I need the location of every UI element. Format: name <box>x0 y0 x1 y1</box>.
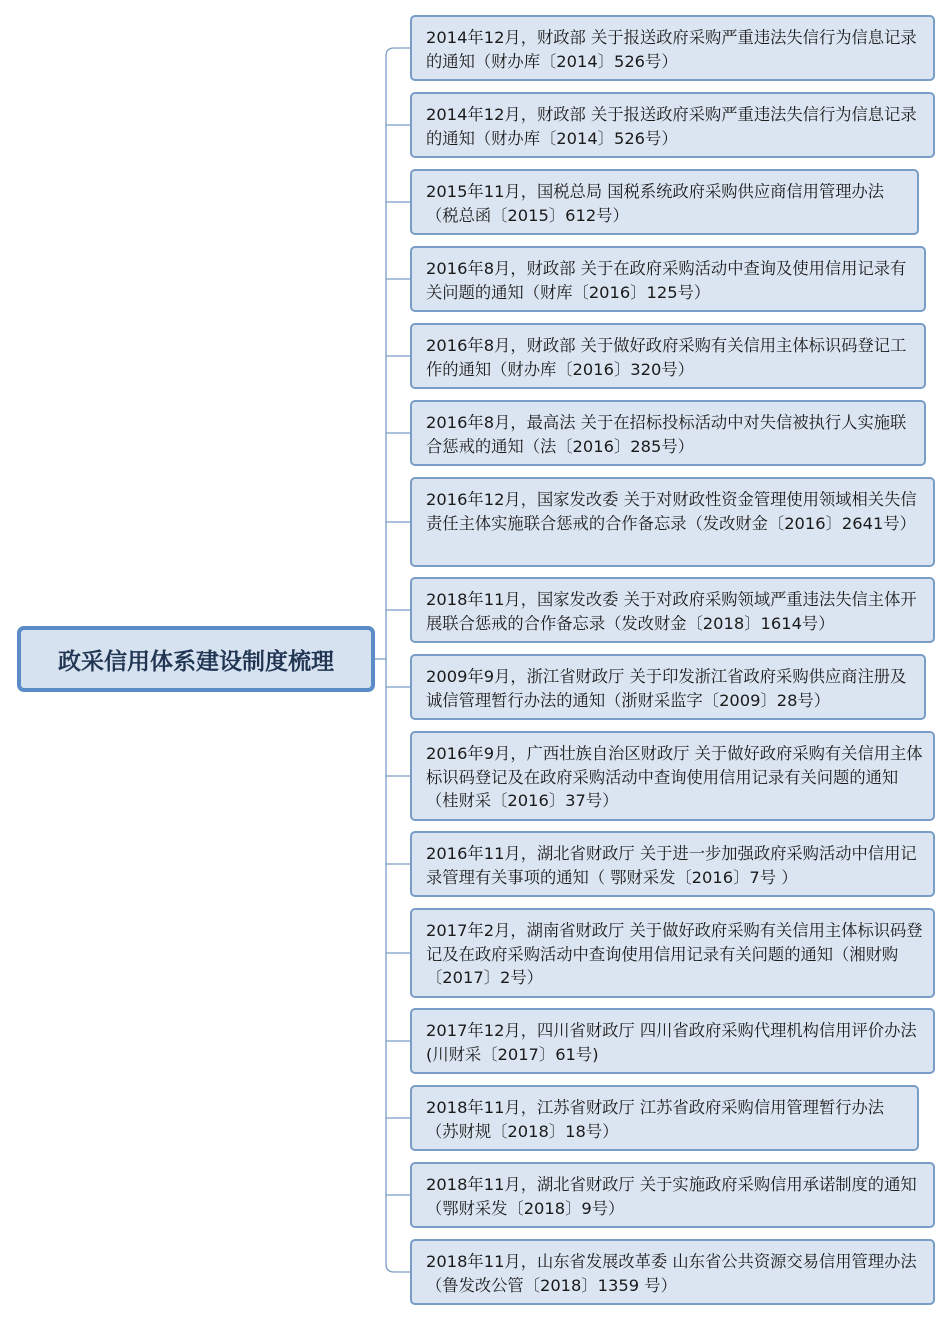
branch-node[interactable]: 2017年2月，湖南省财政厅 关于做好政府采购有关信用主体标识码登记及在政府采购活动中查询使用信用记录有关问题的通知（湘财购〔2017〕2号） <box>410 908 935 998</box>
branch-node[interactable]: 2009年9月，浙江省财政厅 关于印发浙江省政府采购供应商注册及诚信管理暂行办法的通知（浙财采监字〔2009〕28号） <box>410 654 926 720</box>
branch-node[interactable]: 2018年11月，江苏省财政厅 江苏省政府采购信用管理暂行办法（苏财规〔2018〕18号） <box>410 1085 919 1151</box>
branch-node[interactable]: 2016年8月，财政部 关于在政府采购活动中查询及使用信用记录有关问题的通知（财库〔2016〕125号） <box>410 246 926 312</box>
branch-node[interactable]: 2018年11月，国家发改委 关于对政府采购领域严重违法失信主体开展联合惩戒的合作备忘录（发改财金〔2018〕1614号） <box>410 577 935 643</box>
branch-node[interactable]: 2014年12月，财政部 关于报送政府采购严重违法失信行为信息记录的通知（财办库〔2014〕526号） <box>410 92 935 158</box>
branch-node[interactable]: 2015年11月，国税总局 国税系统政府采购供应商信用管理办法（税总函〔2015〕612号） <box>410 169 919 235</box>
root-topic[interactable]: 政采信用体系建设制度梳理 <box>17 626 375 692</box>
branch-node[interactable]: 2014年12月，财政部 关于报送政府采购严重违法失信行为信息记录的通知（财办库〔2014〕526号） <box>410 15 935 81</box>
branch-node[interactable]: 2016年8月，最高法 关于在招标投标活动中对失信被执行人实施联合惩戒的通知（法〔2016〕285号） <box>410 400 926 466</box>
branch-connector <box>386 48 410 56</box>
branch-connector <box>386 1264 410 1272</box>
branch-node[interactable]: 2018年11月，山东省发展改革委 山东省公共资源交易信用管理办法（鲁发改公管〔2018〕1359 号） <box>410 1239 935 1305</box>
branch-node[interactable]: 2016年9月，广西壮族自治区财政厅 关于做好政府采购有关信用主体标识码登记及在政府采购活动中查询使用信用记录有关问题的通知 （桂财采〔2016〕37号） <box>410 731 935 821</box>
branch-node[interactable]: 2016年12月，国家发改委 关于对财政性资金管理使用领域相关失信责任主体实施联合惩戒的合作备忘录（发改财金〔2016〕2641号） <box>410 477 935 567</box>
branch-node[interactable]: 2016年8月，财政部 关于做好政府采购有关信用主体标识码登记工作的通知（财办库〔2016〕320号） <box>410 323 926 389</box>
branch-node[interactable]: 2016年11月，湖北省财政厅 关于进一步加强政府采购活动中信用记录管理有关事项的通知（ 鄂财采发〔2016〕7号 ） <box>410 831 935 897</box>
branch-node[interactable]: 2017年12月，四川省财政厅 四川省政府采购代理机构信用评价办法(川财采〔2017〕61号) <box>410 1008 935 1074</box>
branch-node[interactable]: 2018年11月，湖北省财政厅 关于实施政府采购信用承诺制度的通知（鄂财采发〔2018〕9号） <box>410 1162 935 1228</box>
